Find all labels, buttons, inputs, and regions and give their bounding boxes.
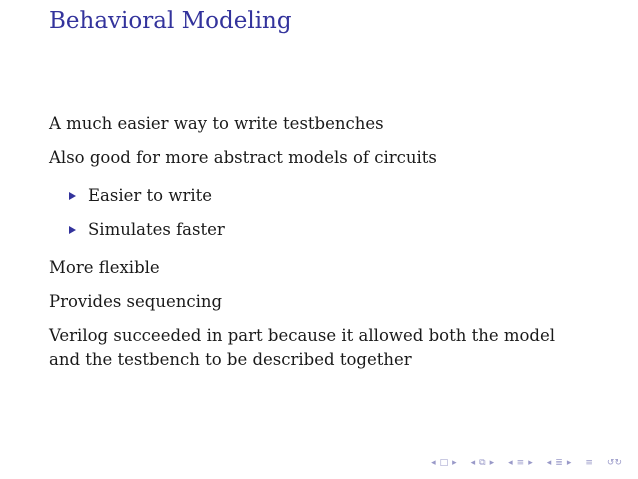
paragraph-testbenches: A much easier way to write testbenches — [49, 114, 384, 133]
nav-next-subsection-arrow-icon[interactable]: ▸ — [489, 458, 495, 468]
nav-next-section-arrow-icon[interactable]: ▸ — [528, 458, 533, 468]
bullet-item-faster — [49, 218, 609, 242]
nav-prev-section-arrow-icon[interactable]: ◂ — [508, 458, 513, 468]
beamer-navigation-bar — [431, 458, 622, 468]
nav-subsection-icon[interactable]: ⧉ — [479, 458, 486, 468]
nav-next-part-arrow-icon[interactable]: ▸ — [566, 458, 572, 468]
nav-prev-part-arrow-icon[interactable]: ◂ — [546, 458, 552, 468]
nav-part-icon[interactable]: ≣ — [555, 458, 563, 468]
bullet-text-easier: Easier to write — [88, 186, 213, 205]
triangle-bullet-icon — [69, 226, 76, 234]
nav-prev-subsection-arrow-icon[interactable]: ◂ — [470, 458, 476, 468]
paragraph-flexible: More flexible — [49, 258, 160, 277]
nav-section-icon[interactable]: ≡ — [516, 458, 525, 468]
nav-frame-icon[interactable]: □ — [439, 458, 449, 468]
bullet-item-easier — [49, 184, 609, 208]
triangle-bullet-icon — [69, 192, 76, 200]
paragraph-sequencing: Provides sequencing — [49, 292, 223, 311]
nav-next-frame-arrow-icon[interactable]: ▸ — [452, 458, 457, 468]
bullet-text-faster: Simulates faster — [88, 220, 225, 239]
slide-content — [49, 112, 609, 382]
nav-align-icon[interactable]: ≡ — [585, 458, 593, 468]
slide-title: Behavioral Modeling — [49, 8, 292, 34]
nav-search-icon[interactable]: ↺↻ — [606, 458, 622, 468]
paragraph-verilog: Verilog succeeded in part because it allowed both the model and the testbench to be described together — [49, 326, 556, 369]
paragraph-abstract-models: Also good for more abstract models of circuits — [49, 148, 437, 167]
bullet-list — [49, 184, 609, 242]
nav-prev-frame-arrow-icon[interactable]: ◂ — [431, 458, 436, 468]
